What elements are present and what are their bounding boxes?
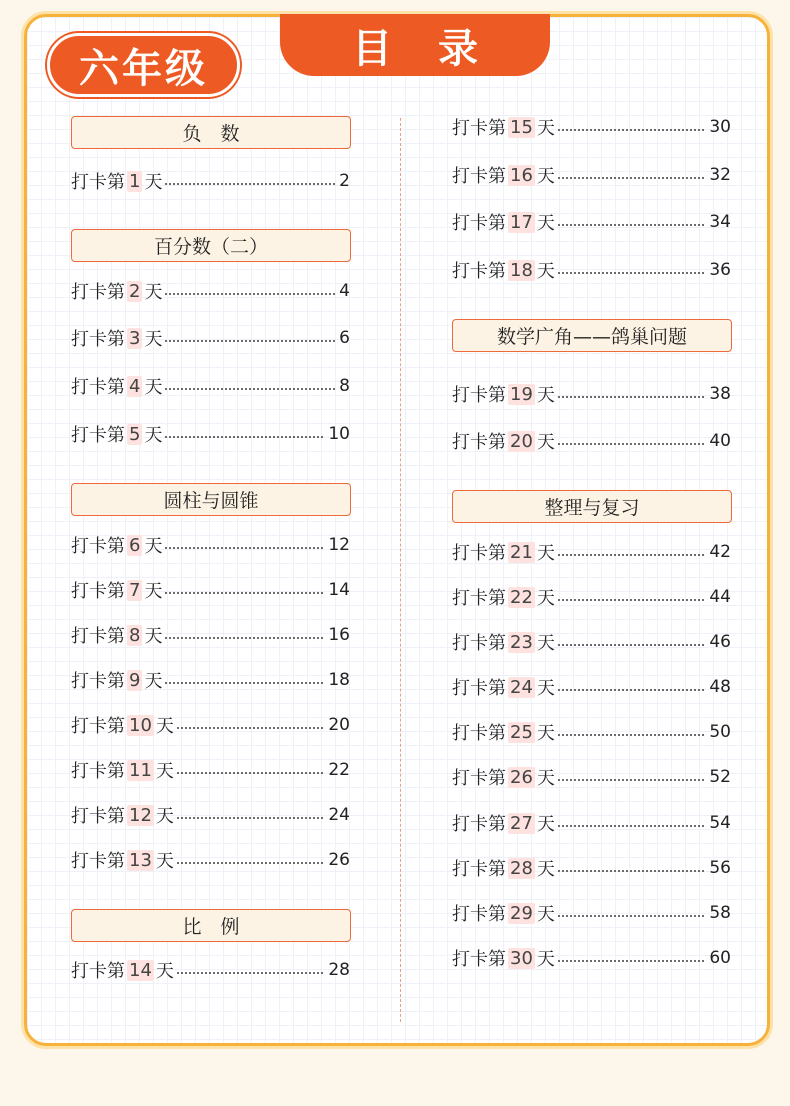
entry-day-number: 8 — [129, 624, 141, 646]
entry-day-number: 10 — [129, 714, 152, 736]
entry-suffix: 天 — [536, 949, 555, 970]
dot-leader — [164, 340, 335, 342]
dot-leader — [557, 443, 705, 445]
entry-suffix: 天 — [144, 425, 163, 446]
toc-entry[interactable] — [71, 420, 350, 448]
toc-entry[interactable] — [452, 899, 731, 927]
entry-prefix: 打卡第 — [71, 581, 125, 602]
entry-prefix: 打卡第 — [452, 904, 506, 925]
toc-entry[interactable] — [71, 167, 350, 195]
entry-day-number: 16 — [510, 164, 533, 186]
entry-day-number: 17 — [510, 211, 533, 233]
entry-day-number: 25 — [510, 721, 533, 743]
toc-entry[interactable] — [71, 576, 350, 604]
toc-entry[interactable] — [452, 718, 731, 746]
dot-leader — [557, 644, 705, 646]
toc-entry[interactable] — [71, 801, 350, 829]
entry-prefix: 打卡第 — [71, 716, 125, 737]
entry-suffix: 天 — [536, 118, 555, 139]
entry-suffix: 天 — [144, 377, 163, 398]
entry-suffix: 天 — [536, 768, 555, 789]
entry-page-number: 60 — [709, 948, 731, 968]
toc-entry[interactable] — [452, 538, 731, 566]
entry-page-number: 16 — [328, 625, 350, 645]
entry-page-number: 58 — [709, 903, 731, 923]
dot-leader — [557, 915, 705, 917]
dot-leader — [557, 825, 705, 827]
dot-leader — [176, 772, 324, 774]
dot-leader — [164, 436, 324, 438]
column-divider — [400, 118, 401, 1022]
entry-page-number: 2 — [339, 171, 350, 191]
entry-day-number: 9 — [129, 669, 141, 691]
toc-entry[interactable] — [71, 846, 350, 874]
entry-page-number: 6 — [339, 328, 350, 348]
entry-day-number: 21 — [510, 541, 533, 563]
entry-page-number: 38 — [709, 384, 731, 404]
entry-suffix: 天 — [536, 859, 555, 880]
entry-prefix: 打卡第 — [452, 261, 506, 282]
page-title: 目录 — [280, 14, 550, 76]
toc-entry[interactable] — [71, 756, 350, 784]
entry-prefix: 打卡第 — [71, 377, 125, 398]
entry-suffix: 天 — [144, 282, 163, 303]
dot-leader — [557, 129, 705, 131]
entry-page-number: 54 — [709, 813, 731, 833]
toc-entry[interactable] — [452, 161, 731, 189]
entry-suffix: 天 — [536, 814, 555, 835]
entry-prefix: 打卡第 — [452, 118, 506, 139]
entry-day-number: 13 — [129, 849, 152, 871]
dot-leader — [164, 183, 335, 185]
entry-day-number: 7 — [129, 579, 141, 601]
entry-prefix: 打卡第 — [71, 961, 125, 982]
entry-page-number: 30 — [709, 117, 731, 137]
entry-prefix: 打卡第 — [452, 543, 506, 564]
entry-prefix: 打卡第 — [71, 761, 125, 782]
entry-prefix: 打卡第 — [71, 851, 125, 872]
entry-prefix: 打卡第 — [452, 166, 506, 187]
dot-leader — [557, 554, 705, 556]
entry-page-number: 56 — [709, 858, 731, 878]
entry-prefix: 打卡第 — [71, 806, 125, 827]
section-heading-baifenshu: 百分数（二） — [71, 229, 351, 262]
toc-entry[interactable] — [71, 531, 350, 559]
toc-entry[interactable] — [452, 583, 731, 611]
section-heading-shuxue: 数学广角——鸽巢问题 — [452, 319, 732, 352]
toc-entry[interactable] — [452, 256, 731, 284]
toc-entry[interactable] — [452, 673, 731, 701]
toc-entry[interactable] — [71, 372, 350, 400]
dot-leader — [176, 862, 324, 864]
entry-suffix: 天 — [536, 633, 555, 654]
toc-entry[interactable] — [452, 944, 731, 972]
entry-day-number: 19 — [510, 383, 533, 405]
entry-suffix: 天 — [144, 172, 163, 193]
section-heading-yuanzhu: 圆柱与圆锥 — [71, 483, 351, 516]
entry-day-number: 12 — [129, 804, 152, 826]
entry-suffix: 天 — [536, 432, 555, 453]
entry-page-number: 28 — [328, 960, 350, 980]
entry-page-number: 18 — [328, 670, 350, 690]
entry-prefix: 打卡第 — [452, 588, 506, 609]
dot-leader — [557, 272, 705, 274]
entry-page-number: 48 — [709, 677, 731, 697]
entry-day-number: 26 — [510, 766, 533, 788]
entry-page-number: 42 — [709, 542, 731, 562]
dot-leader — [557, 177, 705, 179]
entry-day-number: 23 — [510, 631, 533, 653]
toc-entry[interactable] — [71, 621, 350, 649]
dot-leader — [557, 779, 705, 781]
dot-leader — [164, 293, 335, 295]
entry-page-number: 50 — [709, 722, 731, 742]
entry-suffix: 天 — [536, 166, 555, 187]
entry-page-number: 26 — [328, 850, 350, 870]
entry-day-number: 22 — [510, 586, 533, 608]
entry-suffix: 天 — [536, 904, 555, 925]
entry-day-number: 27 — [510, 812, 533, 834]
entry-page-number: 36 — [709, 260, 731, 280]
entry-page-number: 52 — [709, 767, 731, 787]
entry-prefix: 打卡第 — [452, 678, 506, 699]
entry-prefix: 打卡第 — [452, 723, 506, 744]
entry-prefix: 打卡第 — [452, 213, 506, 234]
toc-entry[interactable] — [452, 380, 731, 408]
entry-day-number: 3 — [129, 327, 141, 349]
entry-day-number: 11 — [129, 759, 152, 781]
entry-suffix: 天 — [144, 626, 163, 647]
toc-entry[interactable] — [452, 854, 731, 882]
toc-entry[interactable] — [71, 666, 350, 694]
entry-day-number: 5 — [129, 423, 141, 445]
grade-badge: 六年级 — [47, 33, 240, 97]
dot-leader — [176, 727, 324, 729]
toc-entry[interactable] — [452, 628, 731, 656]
entry-prefix: 打卡第 — [71, 626, 125, 647]
entry-page-number: 34 — [709, 212, 731, 232]
entry-prefix: 打卡第 — [71, 536, 125, 557]
entry-day-number: 20 — [510, 430, 533, 452]
entry-prefix: 打卡第 — [71, 282, 125, 303]
entry-suffix: 天 — [536, 385, 555, 406]
dot-leader — [164, 592, 324, 594]
toc-entry[interactable] — [452, 763, 731, 791]
entry-suffix: 天 — [155, 716, 174, 737]
entry-day-number: 4 — [129, 375, 141, 397]
entry-prefix: 打卡第 — [71, 172, 125, 193]
dot-leader — [176, 972, 324, 974]
entry-day-number: 14 — [129, 959, 152, 981]
dot-leader — [557, 960, 705, 962]
entry-suffix: 天 — [144, 536, 163, 557]
toc-entry[interactable] — [71, 277, 350, 305]
entry-prefix: 打卡第 — [452, 949, 506, 970]
entry-day-number: 1 — [129, 170, 141, 192]
toc-entry[interactable] — [71, 956, 350, 984]
entry-suffix: 天 — [144, 329, 163, 350]
dot-leader — [164, 388, 335, 390]
entry-suffix: 天 — [144, 671, 163, 692]
entry-day-number: 18 — [510, 259, 533, 281]
entry-suffix: 天 — [155, 806, 174, 827]
dot-leader — [557, 396, 705, 398]
entry-page-number: 40 — [709, 431, 731, 451]
entry-page-number: 14 — [328, 580, 350, 600]
dot-leader — [557, 734, 705, 736]
entry-prefix: 打卡第 — [452, 385, 506, 406]
toc-entry[interactable] — [452, 208, 731, 236]
entry-suffix: 天 — [536, 261, 555, 282]
entry-page-number: 20 — [328, 715, 350, 735]
entry-page-number: 4 — [339, 281, 350, 301]
entry-suffix: 天 — [536, 213, 555, 234]
entry-day-number: 2 — [129, 280, 141, 302]
entry-page-number: 24 — [328, 805, 350, 825]
entry-day-number: 6 — [129, 534, 141, 556]
entry-page-number: 32 — [709, 165, 731, 185]
entry-suffix: 天 — [536, 723, 555, 744]
entry-page-number: 22 — [328, 760, 350, 780]
entry-suffix: 天 — [536, 678, 555, 699]
entry-day-number: 30 — [510, 947, 533, 969]
section-heading-zhengli: 整理与复习 — [452, 490, 732, 523]
entry-prefix: 打卡第 — [71, 425, 125, 446]
entry-prefix: 打卡第 — [452, 814, 506, 835]
entry-suffix: 天 — [144, 581, 163, 602]
dot-leader — [557, 599, 705, 601]
entry-day-number: 24 — [510, 676, 533, 698]
entry-suffix: 天 — [155, 961, 174, 982]
entry-page-number: 44 — [709, 587, 731, 607]
entry-prefix: 打卡第 — [452, 633, 506, 654]
toc-entry[interactable] — [452, 809, 731, 837]
entry-prefix: 打卡第 — [71, 329, 125, 350]
entry-day-number: 28 — [510, 857, 533, 879]
entry-suffix: 天 — [536, 543, 555, 564]
dot-leader — [164, 547, 324, 549]
entry-prefix: 打卡第 — [71, 671, 125, 692]
entry-prefix: 打卡第 — [452, 432, 506, 453]
toc-entry[interactable] — [71, 324, 350, 352]
dot-leader — [557, 870, 705, 872]
dot-leader — [176, 817, 324, 819]
section-heading-bili: 比 例 — [71, 909, 351, 942]
dot-leader — [557, 224, 705, 226]
entry-page-number: 12 — [328, 535, 350, 555]
section-heading-fushu: 负 数 — [71, 116, 351, 149]
entry-page-number: 8 — [339, 376, 350, 396]
toc-entry[interactable] — [452, 427, 731, 455]
entry-prefix: 打卡第 — [452, 768, 506, 789]
entry-day-number: 15 — [510, 116, 533, 138]
entry-page-number: 10 — [328, 424, 350, 444]
entry-day-number: 29 — [510, 902, 533, 924]
entry-suffix: 天 — [155, 851, 174, 872]
entry-page-number: 46 — [709, 632, 731, 652]
entry-prefix: 打卡第 — [452, 859, 506, 880]
dot-leader — [164, 682, 324, 684]
entry-suffix: 天 — [155, 761, 174, 782]
dot-leader — [164, 637, 324, 639]
toc-entry[interactable] — [71, 711, 350, 739]
entry-suffix: 天 — [536, 588, 555, 609]
dot-leader — [557, 689, 705, 691]
toc-entry[interactable] — [452, 113, 731, 141]
